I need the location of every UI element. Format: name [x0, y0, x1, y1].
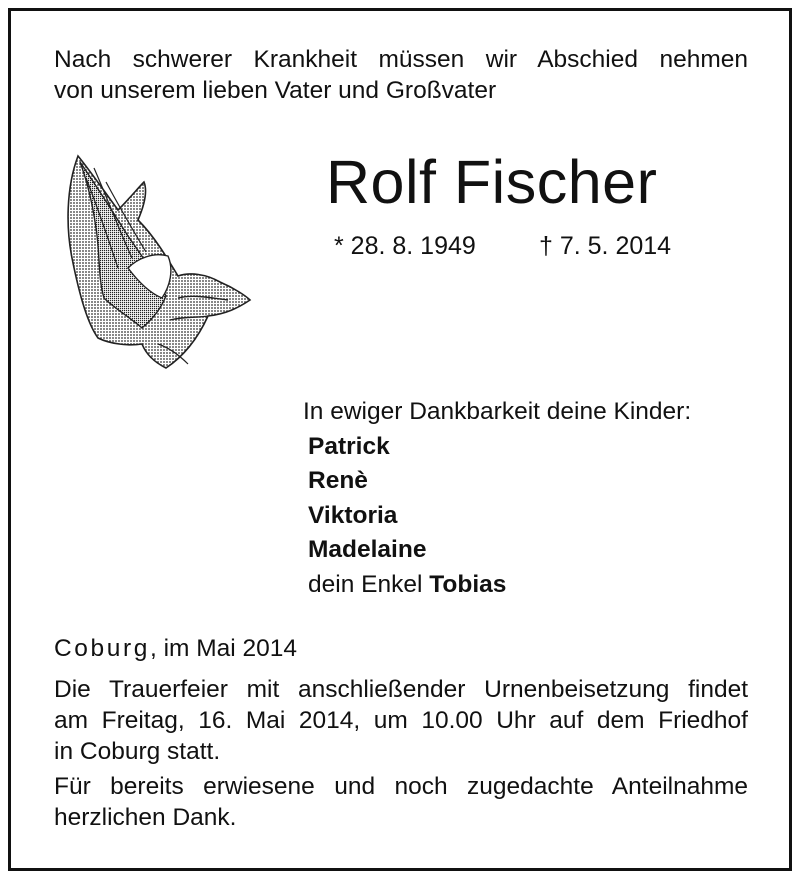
death-date: † 7. 5. 2014 — [539, 232, 672, 260]
thanks-text — [54, 771, 748, 833]
ceremony-line-1: Die Trauerfeier mit anschließender Urnenbeisetzung findet — [54, 676, 748, 703]
child-name: Madelaine — [308, 536, 427, 563]
intro-text — [54, 44, 748, 106]
place-date-rest: , im Mai 2014 — [149, 635, 298, 662]
deceased-name: Rolf Fischer — [326, 148, 658, 216]
place-date — [54, 633, 297, 664]
mourners-block — [303, 395, 691, 602]
intro-line-1: Nach schwerer Krankheit müssen wir Abschied nehmen — [54, 46, 748, 73]
grandchild-prefix: dein Enkel — [308, 570, 423, 598]
thanks-line-1: Für bereits erwiesene und noch zugedachte Anteilnahme — [54, 773, 748, 800]
child-name: Viktoria — [308, 501, 398, 529]
ceremony-info — [54, 674, 748, 767]
grandchild-line — [308, 568, 691, 603]
place-city: Coburg — [54, 635, 150, 662]
ceremony-line-2: am Freitag, 16. Mai 2014, um 10.00 Uhr auf dem Friedhof — [54, 707, 748, 734]
child-name: Renè — [308, 467, 368, 494]
birth-date: * 28. 8. 1949 — [334, 232, 476, 260]
ceremony-line-3: in Coburg statt. — [54, 738, 221, 765]
mourners-lead: In ewiger Dankbarkeit deine Kinder: — [303, 398, 692, 425]
grandchild-name: Tobias — [429, 570, 507, 598]
praying-hands-icon — [58, 148, 254, 380]
intro-line-2: von unserem lieben Vater und Großvater — [54, 77, 497, 104]
child-name: Patrick — [308, 432, 390, 460]
thanks-line-2: herzlichen Dank. — [54, 804, 237, 831]
